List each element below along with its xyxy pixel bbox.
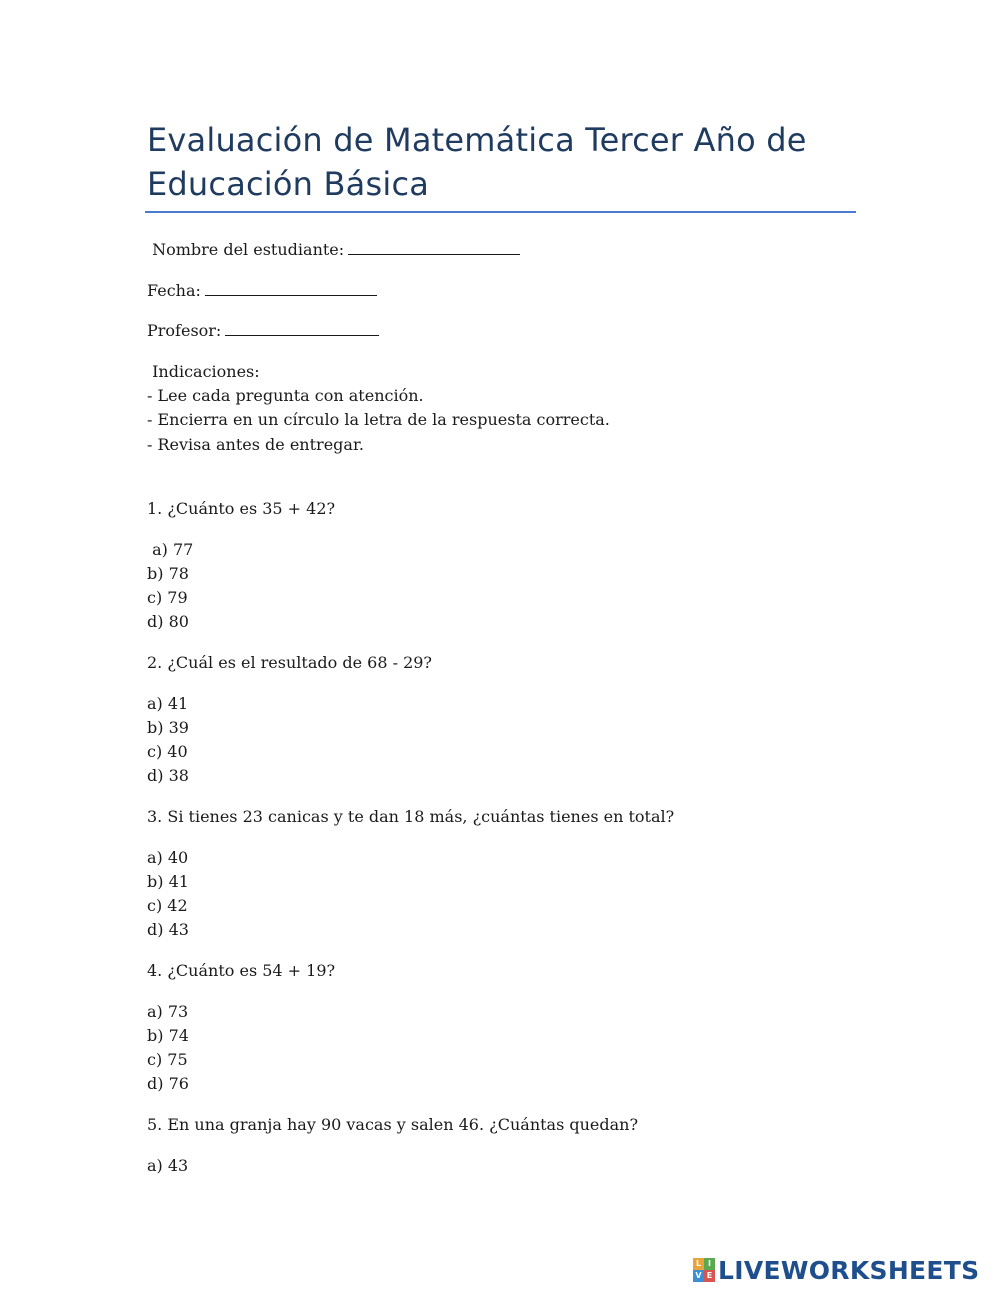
logo-icon-letter: I (704, 1258, 715, 1270)
answer-option[interactable]: b) 41 (147, 872, 189, 891)
logo-icon-letter: L (693, 1258, 704, 1270)
answer-option[interactable]: c) 40 (147, 742, 188, 761)
answer-option[interactable]: d) 38 (147, 766, 189, 785)
student-name-field (147, 238, 520, 262)
answer-option[interactable]: b) 78 (147, 564, 189, 583)
instruction-item: - Revisa antes de entregar. (147, 435, 364, 454)
answer-option[interactable]: c) 79 (147, 588, 188, 607)
answer-option[interactable]: a) 73 (147, 1002, 189, 1021)
answer-option[interactable]: c) 75 (147, 1050, 188, 1069)
answer-option[interactable]: d) 76 (147, 1074, 189, 1093)
teacher-blank[interactable] (225, 319, 379, 336)
logo-wordmark: LIVEWORKSHEETS (718, 1255, 980, 1285)
answer-option[interactable]: d) 80 (147, 612, 189, 631)
liveworksheets-logo-icon (693, 1258, 715, 1282)
logo-icon-letter: V (693, 1270, 704, 1282)
answer-option[interactable]: b) 74 (147, 1026, 189, 1045)
question-text: 5. En una granja hay 90 vacas y salen 46. ¿Cuántas quedan? (147, 1115, 639, 1134)
teacher-field (147, 319, 379, 343)
answer-option[interactable]: b) 39 (147, 718, 189, 737)
answer-option[interactable]: a) 40 (147, 848, 189, 867)
question-text: 1. ¿Cuánto es 35 + 42? (147, 499, 336, 518)
date-blank[interactable] (205, 279, 377, 296)
answer-option[interactable]: a) 43 (147, 1156, 189, 1175)
logo-icon-letter: E (704, 1270, 715, 1282)
title-underline (145, 211, 856, 213)
date-label: Fecha: (147, 281, 201, 300)
question-text: 3. Si tienes 23 canicas y te dan 18 más, ¿cuántas tienes en total? (147, 807, 675, 826)
answer-option[interactable]: d) 43 (147, 920, 189, 939)
answer-option[interactable]: a) 77 (147, 540, 194, 559)
teacher-label: Profesor: (147, 321, 222, 340)
student-name-blank[interactable] (348, 238, 520, 255)
liveworksheets-logo[interactable] (693, 1255, 979, 1285)
question-text: 2. ¿Cuál es el resultado de 68 - 29? (147, 653, 433, 672)
page-title: Evaluación de Matemática Tercer Año de Educación Básica (147, 121, 807, 203)
instruction-item: - Encierra en un círculo la letra de la respuesta correcta. (147, 410, 610, 429)
answer-option[interactable]: a) 41 (147, 694, 189, 713)
date-field (147, 279, 377, 303)
answer-option[interactable]: c) 42 (147, 896, 188, 915)
instruction-item: - Lee cada pregunta con atención. (147, 386, 424, 405)
question-text: 4. ¿Cuánto es 54 + 19? (147, 961, 336, 980)
student-name-label: Nombre del estudiante: (147, 240, 345, 259)
instructions-heading: Indicaciones: (147, 362, 260, 381)
